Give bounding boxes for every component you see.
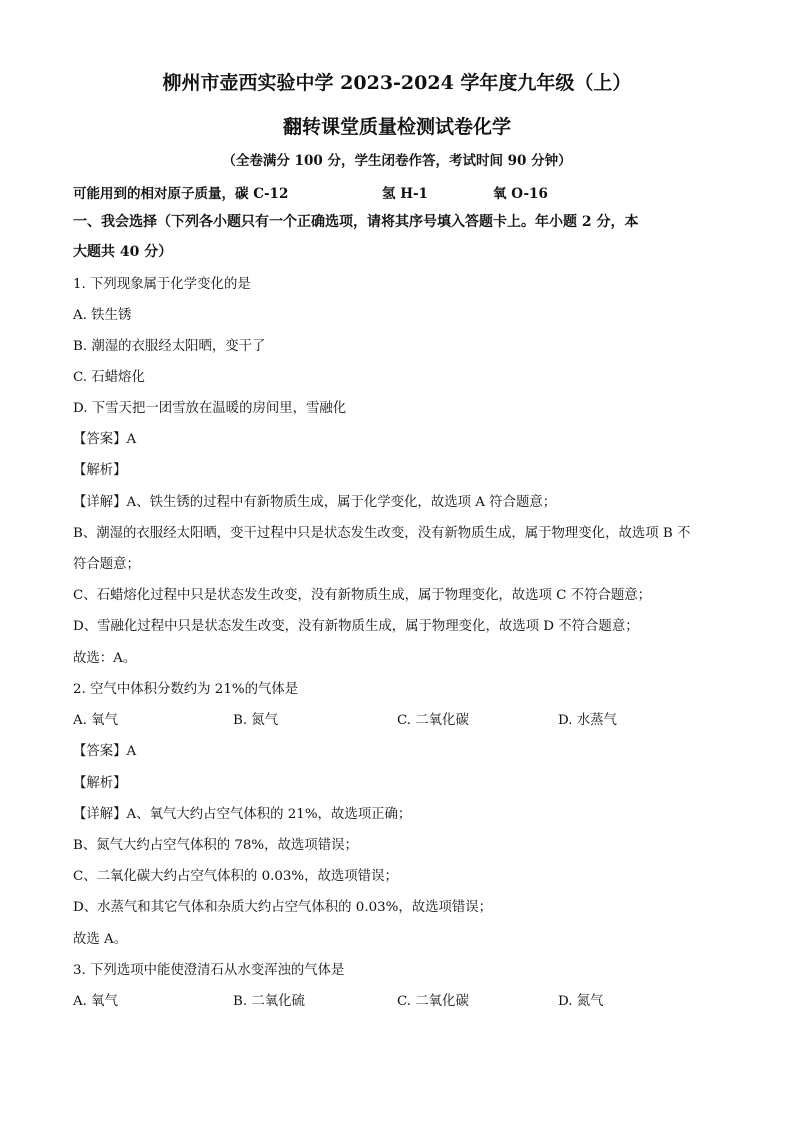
q2-answer: 【答案】A [73, 744, 137, 759]
q1-option-a: A. 铁生锈 [73, 308, 132, 323]
q1-detail-line: C、石蜡熔化过程中只是状态发生改变，没有新物质生成，属于物理变化，故选项 C 不符合题意； [73, 588, 652, 603]
atomic-mass-label: 可能用到的相对原子质量，碳 C-12 [73, 186, 289, 202]
q1-detail-line: D、雪融化过程中只是状态发生改变，没有新物质生成，属于物理变化，故选项 D 不符合题意； [73, 619, 639, 634]
question-1-stem: 1. 下列现象属于化学变化的是 [73, 277, 251, 292]
q2-detail-line: D、水蒸气和其它气体和杂质大约占空气体积的 0.03%，故选项错误； [73, 900, 493, 915]
q2-conclusion: 故选 A。 [73, 932, 128, 947]
q2-option-d: D. 水蒸气 [558, 713, 617, 728]
atomic-mass-o: 氧 O-16 [493, 186, 548, 202]
q2-detail-line: 【详解】A、氧气大约占空气体积的 21%，故选项正确； [73, 807, 412, 822]
q2-option-c: C. 二氧化碳 [397, 713, 469, 728]
q1-option-d: D. 下雪天把一团雪放在温暖的房间里，雪融化 [73, 401, 347, 416]
q1-detail-line: 【详解】A、铁生锈的过程中有新物质生成，属于化学变化，故选项 A 符合题意； [73, 495, 557, 510]
q3-option-a: A. 氧气 [73, 994, 118, 1009]
exam-title: 柳州市壶西实验中学 2023-2024 学年度九年级（上） [162, 72, 632, 94]
q1-answer: 【答案】A [73, 432, 137, 447]
question-2-stem: 2. 空气中体积分数约为 21%的气体是 [73, 682, 299, 697]
exam-instructions: （全卷满分 100 分，学生闭卷作答，考试时间 90 分钟） [222, 153, 572, 169]
q2-detail-line: B、氮气大约占空气体积的 78%，故选项错误； [73, 838, 358, 853]
atomic-mass-h: 氢 H-1 [382, 186, 428, 202]
q1-analysis-label: 【解析】 [73, 463, 127, 478]
q1-conclusion: 故选：A。 [73, 651, 137, 666]
q3-option-d: D. 氮气 [558, 994, 604, 1009]
q1-option-c: C. 石蜡熔化 [73, 370, 145, 385]
question-3-stem: 3. 下列选项中能使澄清石从水变浑浊的气体是 [73, 963, 345, 978]
q3-option-c: C. 二氧化碳 [397, 994, 469, 1009]
q1-option-b: B. 潮湿的衣服经太阳晒，变干了 [73, 339, 266, 354]
q1-detail-line: 符合题意； [73, 557, 140, 572]
q2-option-a: A. 氧气 [73, 713, 118, 728]
section-heading-cont: 大题共 40 分） [73, 244, 173, 260]
q1-detail-line: B、潮湿的衣服经太阳晒，变干过程中只是状态发生改变，没有新物质生成，属于物理变化，故选项 B 不 [73, 526, 691, 541]
q2-analysis-label: 【解析】 [73, 776, 127, 791]
q2-detail-line: C、二氧化碳大约占空气体积的 0.03%，故选项错误； [73, 869, 398, 884]
q2-option-b: B. 氮气 [233, 713, 279, 728]
exam-subject-title: 翻转课堂质量检测试卷化学 [282, 116, 511, 138]
q3-option-b: B. 二氧化硫 [233, 994, 305, 1009]
section-heading: 一、我会选择（下列各小题只有一个正确选项，请将其序号填入答题卡上。年小题 2 分，本 [73, 214, 639, 230]
